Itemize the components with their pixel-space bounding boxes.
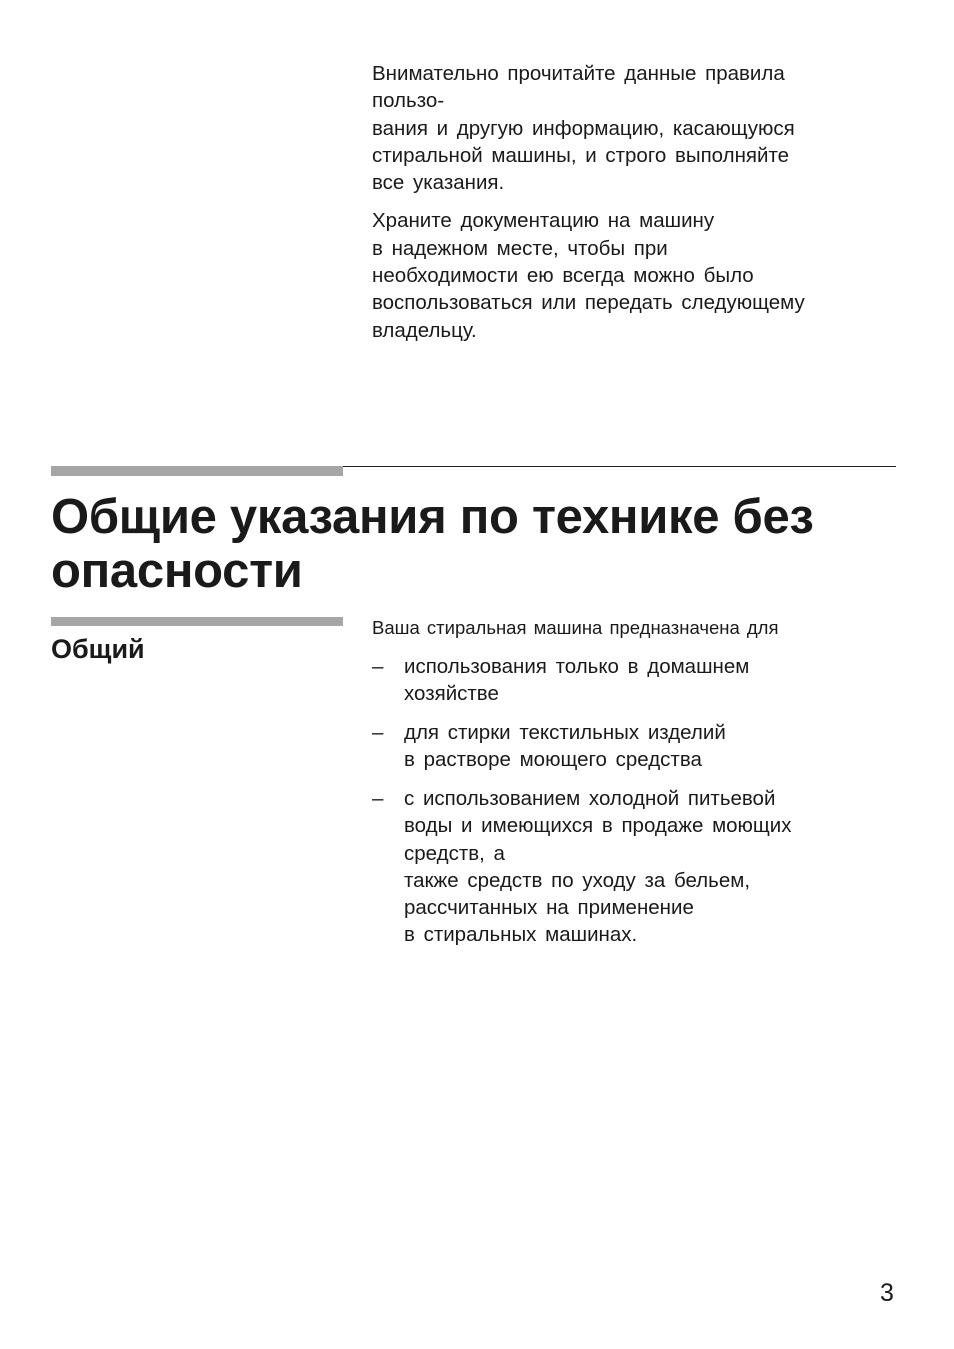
usage-list: [372, 653, 892, 960]
section-title: [51, 490, 814, 598]
text-line: хозяйстве: [404, 682, 499, 706]
list-item: [372, 653, 892, 707]
text-line: для стирки текстильных изделий: [404, 721, 726, 745]
text-line: в надежном месте, чтобы при: [372, 236, 668, 260]
intro-paragraph-1: [372, 60, 882, 196]
text-line: в растворе моющего средства: [404, 748, 702, 772]
text-line: использования только в домашнем: [404, 655, 750, 678]
page-number: 3: [880, 1279, 894, 1307]
text-line: Внимательно прочитайте данные правила: [372, 62, 785, 85]
dash-bullet: –: [372, 721, 384, 745]
text-line: с использованием холодной питьевой: [404, 787, 776, 811]
text-line: в стиральных машинах.: [404, 922, 638, 946]
intro-paragraph-2: [372, 207, 882, 343]
text-line: владельцу.: [372, 318, 477, 342]
text-line: Храните документацию на машину: [372, 209, 715, 233]
intro-text: [372, 60, 882, 355]
text-line: воды и имеющихся в продаже моющих: [404, 814, 792, 838]
text-line: стиральной машины, и строго выполняйте: [372, 143, 790, 167]
dash-bullet: –: [372, 655, 384, 678]
text-line: воспользоваться или передать следующему: [372, 291, 805, 315]
text-line: вания и другую информацию, касающуюся: [372, 116, 795, 140]
text-line: все указания.: [372, 171, 505, 195]
text-line: также средств по уходу за бельем,: [404, 868, 751, 892]
text-line: необходимости ею всегда можно было: [372, 264, 754, 288]
list-item: [372, 719, 892, 773]
list-item: [372, 785, 892, 948]
dash-bullet: –: [372, 787, 384, 811]
text-line: средств, а: [404, 841, 505, 865]
lead-sentence: Ваша стиральная машина предназначена для: [372, 617, 779, 638]
section-title-line: опасности: [51, 544, 303, 598]
subsection-divider-bar: [51, 617, 343, 626]
section-title-line: Общие указания по технике без: [51, 490, 814, 544]
subsection-title: Общий: [51, 634, 145, 664]
section-divider-bar: [51, 466, 343, 476]
text-line: рассчитанных на применение: [404, 895, 694, 919]
text-line: пользо-: [372, 89, 445, 113]
